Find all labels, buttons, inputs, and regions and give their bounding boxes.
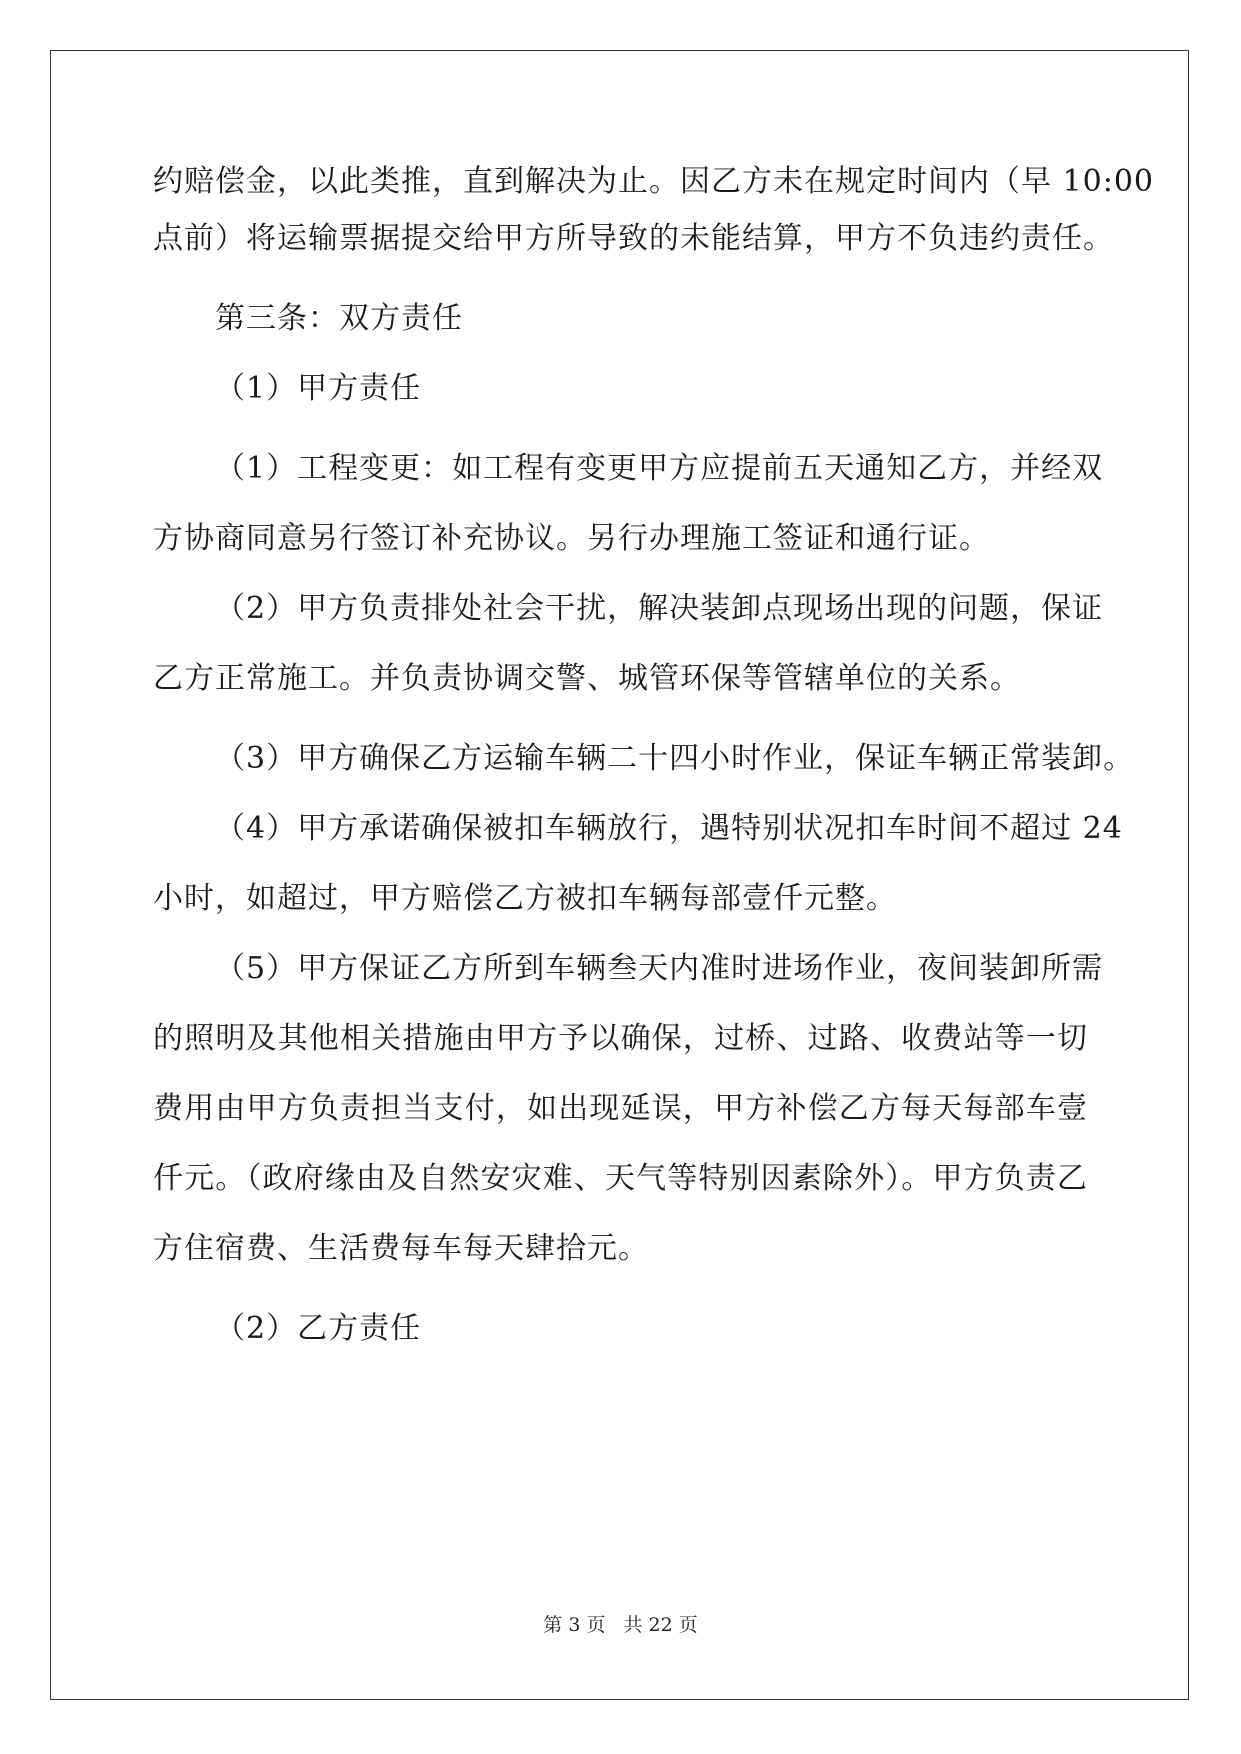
paragraph-line: 点前）将运输票据提交给甲方所导致的未能结算，甲方不负违约责任。 (153, 221, 1114, 256)
paragraph-line: 仟元。（政府缘由及自然安灾难、天气等特别因素除外）。甲方负责乙 (153, 1161, 1088, 1196)
paragraph-line: 方住宿费、生活费每车每天肆拾元。 (153, 1231, 649, 1266)
page-total: 共 22 页 (623, 1614, 698, 1636)
paragraph-line: 的照明及其他相关措施由甲方予以确保，过桥、过路、收费站等一切 (153, 1021, 1088, 1056)
paragraph-line: 方协商同意另行签订补充协议。另行办理施工签证和通行证。 (153, 521, 990, 556)
subsection-heading: （1）甲方责任 (215, 371, 422, 406)
paragraph-line: 小时，如超过，甲方赔偿乙方被扣车辆每部壹仟元整。 (153, 881, 897, 916)
paragraph-line: （3）甲方确保乙方运输车辆二十四小时作业，保证车辆正常装卸。 (215, 741, 1135, 776)
paragraph-line: 乙方正常施工。并负责协调交警、城管环保等管辖单位的关系。 (153, 661, 1021, 696)
paragraph-line: 费用由甲方负责担当支付，如出现延误，甲方补偿乙方每天每部车壹 (153, 1091, 1088, 1126)
paragraph-line: （2）甲方负责排处社会干扰，解决装卸点现场出现的问题，保证 (215, 591, 1104, 626)
section-heading: 第三条：双方责任 (215, 301, 463, 336)
page-number: 第 3 页 (543, 1614, 606, 1636)
paragraph-line: （1）工程变更：如工程有变更甲方应提前五天通知乙方，并经双 (215, 451, 1104, 486)
page-footer (0, 1610, 1241, 1637)
paragraph-line: （4）甲方承诺确保被扣车辆放行，遇特别状况扣车时间不超过 24 (215, 811, 1123, 846)
paragraph-line: 约赔偿金，以此类推，直到解决为止。因乙方未在规定时间内（早 10:00 (153, 164, 1154, 199)
subsection-heading: （2）乙方责任 (215, 1311, 422, 1346)
paragraph-line: （5）甲方保证乙方所到车辆叁天内准时进场作业，夜间装卸所需 (215, 951, 1104, 986)
